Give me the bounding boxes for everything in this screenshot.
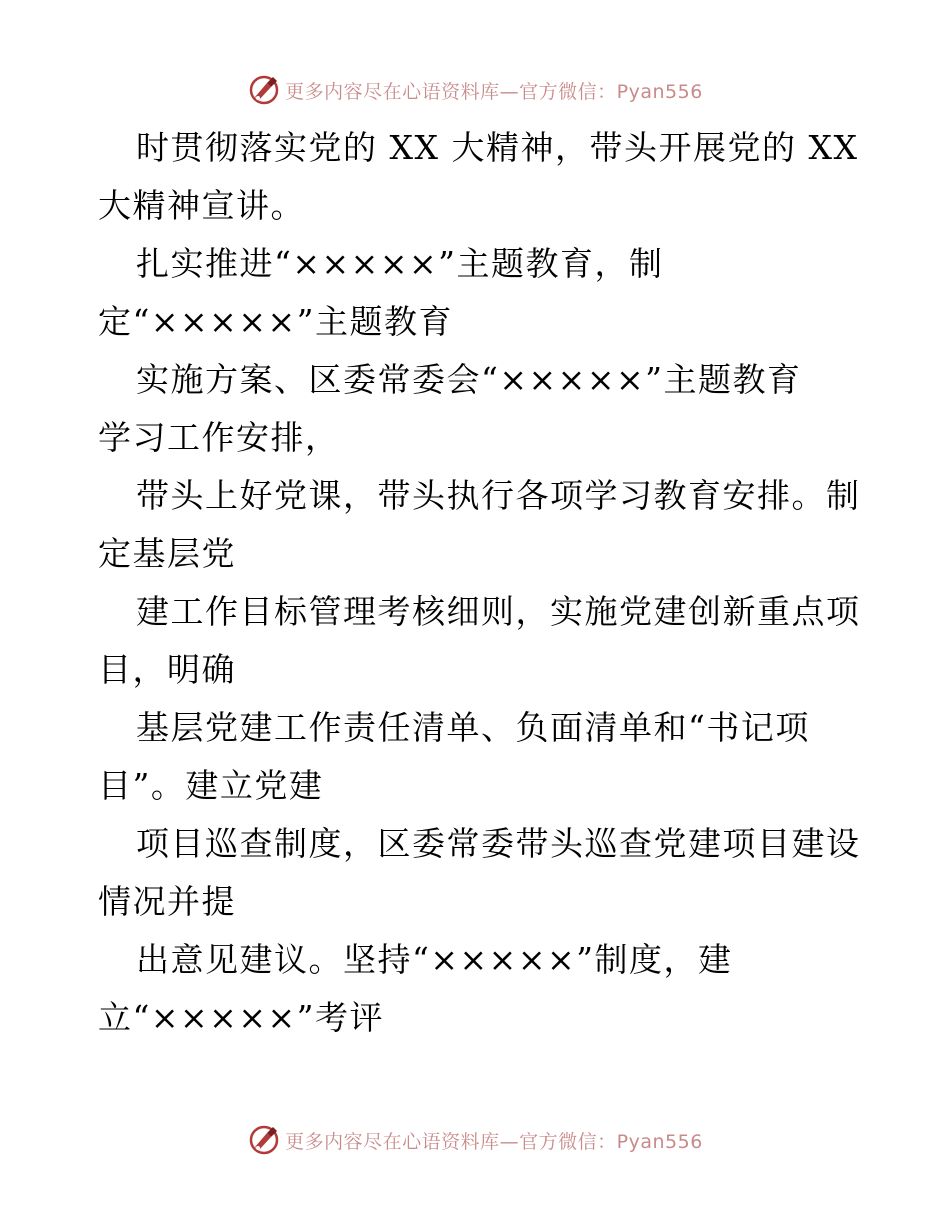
text-line: 项目巡查制度，区委常委带头巡查党建项目建设 (136, 824, 861, 863)
pen-logo-icon (247, 73, 281, 107)
text-line: 学习工作安排， (98, 418, 340, 457)
text-line: 大精神宣讲。 (98, 186, 305, 225)
text-line: 建工作目标管理考核细则，实施党建创新重点项 (136, 592, 861, 631)
footer-text: 更多内容尽在心语资料库—官方微信：Pyan556 (285, 1130, 703, 1153)
text-line: 实施方案、区委常委会“×××××”主题教育 (136, 360, 802, 399)
text-line: 出意见建议。坚持“×××××”制度，建 (136, 940, 733, 979)
text-line: 扎实推进“×××××”主题教育，制 (136, 244, 664, 283)
text-line: 基层党建工作责任清单、负面清单和“书记项 (136, 708, 810, 747)
text-line: 情况并提 (98, 882, 236, 921)
text-line: 定“×××××”主题教育 (98, 302, 453, 341)
text-line: 目”。建立党建 (98, 766, 324, 805)
header-banner (0, 70, 950, 110)
text-line: 定基层党 (98, 534, 236, 573)
footer-banner (0, 1120, 950, 1160)
text-line: 时贯彻落实党的 XX 大精神，带头开展党的 XX (136, 128, 859, 167)
text-line: 立“×××××”考评 (98, 998, 384, 1037)
pen-logo-icon (247, 1123, 281, 1157)
text-line: 目，明确 (98, 650, 236, 689)
header-text: 更多内容尽在心语资料库—官方微信：Pyan556 (285, 80, 703, 103)
text-line: 带头上好党课，带头执行各项学习教育安排。制 (136, 476, 861, 515)
